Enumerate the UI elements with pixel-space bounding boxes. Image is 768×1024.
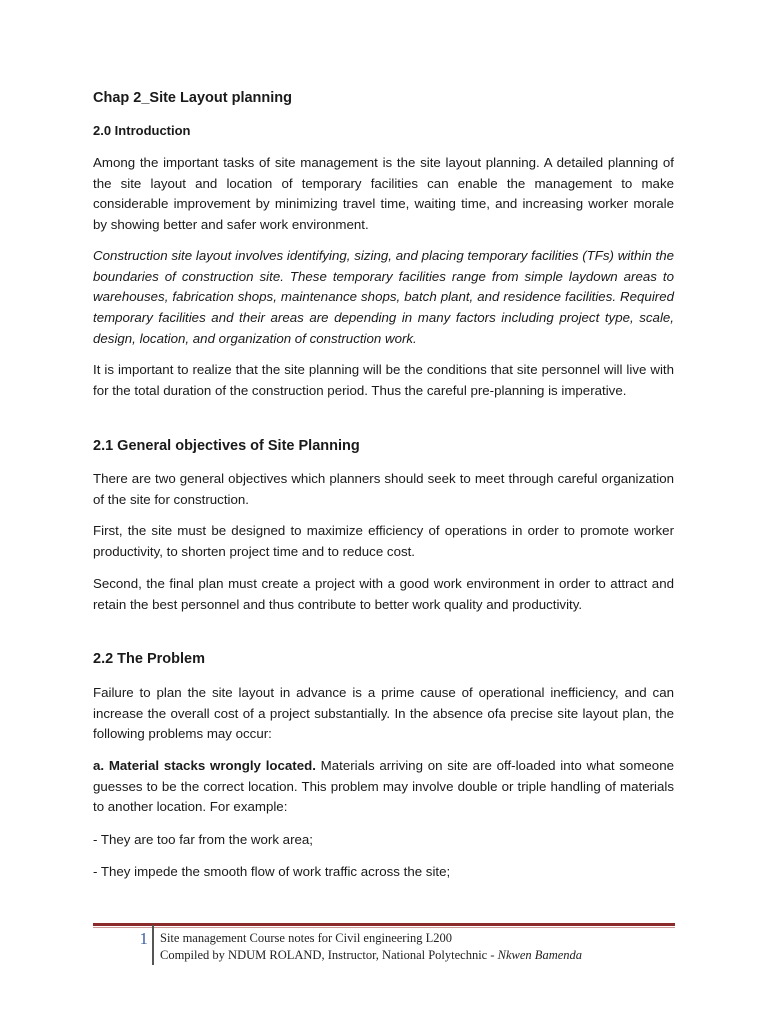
bullet-block-2 [93, 862, 674, 882]
objectives-paragraph-2-block [93, 521, 674, 562]
footer-rule-thin [93, 927, 675, 928]
bullet-item: - They impede the smooth flow of work traffic across the site; [93, 864, 451, 879]
intro-paragraph-2: Construction site layout involves identifying, sizing, and placing temporary facilities (TFs) within the boundaries of construction site. These temporary facilities range from simple laydown areas to warehouses, fabrication shops, maintenance shops, batch plant, and residence facilities. Required temporary facilities and their areas are depending in many factors including project type, scale, design, location, and organization of construction work. [93, 248, 674, 346]
objectives-heading-block [93, 435, 674, 457]
objectives-paragraph-1-block [93, 469, 674, 510]
footer-text [160, 930, 582, 964]
intro-heading: 2.0 Introduction [93, 123, 191, 138]
footer-rule [93, 923, 675, 926]
problem-paragraph-1-block [93, 683, 674, 745]
objectives-paragraph-2: First, the site must be designed to maximize efficiency of operations in order to promote worker productivity, to shorten project time and to reduce cost. [93, 523, 674, 559]
problem-heading: 2.2 The Problem [93, 651, 206, 667]
intro-section [93, 121, 674, 141]
problem-paragraph-1: Failure to plan the site layout in advance is a prime cause of operational inefficiency, and can increase the overall cost of a project substantially. In the absence ofa precise site layout plan, the following problems may occur: [93, 685, 674, 742]
intro-paragraph-3-block [93, 360, 674, 401]
problem-item-a-block [93, 756, 674, 818]
problem-item-a-label: a. Material stacks wrongly located. [93, 758, 316, 773]
footer-line-1: Site management Course notes for Civil engineering L200 [160, 931, 452, 945]
page-number: 1 [139, 929, 148, 948]
footer-divider [152, 925, 154, 965]
objectives-paragraph-3-block [93, 574, 674, 615]
problem-item-a [93, 756, 674, 818]
objectives-paragraph-1: There are two general objectives which planners should seek to meet through careful organization of the site for construction. [93, 471, 674, 507]
objectives-paragraph-3: Second, the final plan must create a project with a good work environment in order to attract and retain the best personnel and thus contribute to better work quality and productivity. [93, 576, 674, 612]
objectives-heading: 2.1 General objectives of Site Planning [93, 438, 360, 454]
problem-item-a-text: Materials arriving on site are off-loaded into what someone guesses to be the correct location. This problem may involve double or triple handling of materials to another location. For example: [93, 758, 674, 815]
footer-line-2 [160, 947, 582, 964]
intro-paragraph-1-block [93, 153, 674, 236]
intro-paragraph-1: Among the important tasks of site management is the site layout planning. A detailed planning of the site layout and location of temporary facilities can enable the management to make considerable improvement by minimizing travel time, waiting time, and increasing worker morale by showing better and safer work environment. [93, 155, 674, 233]
footer-line-2-location: Nkwen Bamenda [497, 948, 583, 962]
footer-line-2-prefix: Compiled by NDUM ROLAND, Instructor, National Polytechnic - [160, 948, 498, 962]
bullet-block-1 [93, 830, 674, 850]
page-title: Chap 2_Site Layout planning [93, 90, 292, 106]
intro-paragraph-3: It is important to realize that the site planning will be the conditions that site personnel will live with for the total duration of the construction period. Thus the careful pre-planning is imperative. [93, 362, 674, 398]
intro-paragraph-2-block [93, 246, 674, 350]
bullet-item: - They are too far from the work area; [93, 832, 313, 847]
problem-heading-block [93, 648, 674, 670]
